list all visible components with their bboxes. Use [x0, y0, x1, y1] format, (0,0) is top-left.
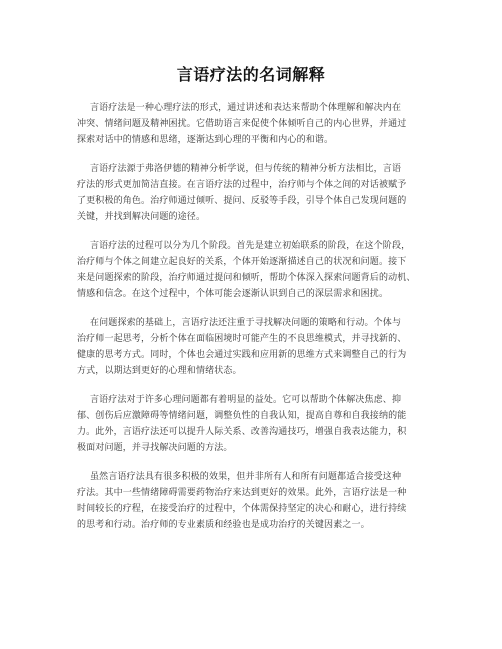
text-line: 治疗师与个体之间建立起良好的关系，个体开始逐渐描述自己的状况和问题。接下: [77, 257, 407, 267]
text-line: 极面对问题，并寻找解决问题的方法。: [77, 443, 233, 453]
paragraph-6: [77, 469, 431, 533]
text-line: 探索对话中的情感和思绪，逐渐达到心理的平衡和内心的和谐。: [77, 135, 334, 145]
text-line: 治疗师一起思考，分析个体在面临困境时可能产生的不良思维模式，并寻找新的、: [77, 334, 407, 344]
text-line: 冲突、情绪问题及精神困扰。它借助语言来促使个体倾听自己的内心世界，并通过: [77, 119, 407, 129]
text-line: 郁、创伤后应激障碍等情绪问题，调整负性的自我认知，提高自尊和自我接纳的能: [77, 411, 407, 421]
paragraph-4: [77, 315, 431, 379]
text-line: 情感和信念。在这个过程中，个体可能会逐渐认识到自己的深层需求和困扰。: [77, 289, 389, 299]
text-line: 方式，以期达到更好的心理和情绪状态。: [77, 366, 242, 376]
text-line: 关键，并找到解决问题的途径。: [77, 212, 206, 222]
text-line: 虽然言语疗法具有很多积极的效果，但并非所有人和所有问题都适合接受这种: [90, 472, 402, 482]
text-line: 力。此外，言语疗法还可以提升人际关系、改善沟通技巧，增强自我表达能力，积: [77, 427, 407, 437]
text-line: 言语疗法对于许多心理问题都有着明显的益处。它可以帮助个体解决焦虑、抑: [90, 395, 402, 405]
text-line: 时间较长的疗程，在接受治疗的过程中，个体需保持坚定的决心和耐心，进行持续: [77, 504, 407, 514]
text-line: 健康的思考方式。同时，个体也会通过实践和应用新的思维方式来调整自己的行为: [77, 350, 407, 360]
text-line: 疗法的形式更加简洁直接。在言语疗法的过程中，治疗师与个体之间的对话被赋予: [77, 180, 407, 190]
paragraph-2: [77, 161, 431, 225]
text-line: 疗法。其中一些情绪障碍需要药物治疗来达到更好的效果。此外，言语疗法是一种: [77, 488, 407, 498]
paragraph-5: [77, 392, 431, 456]
paragraph-3: [77, 238, 431, 302]
text-line: 言语疗法的过程可以分为几个阶段。首先是建立初始联系的阶段，在这个阶段，: [90, 241, 411, 251]
text-line: 言语疗法是一种心理疗法的形式，通过讲述和表达来帮助个体理解和解决内在: [90, 103, 402, 113]
text-line: 言语疗法源于弗洛伊德的精神分析学说，但与传统的精神分析方法相比，言语: [90, 164, 402, 174]
text-line: 来是问题探索的阶段，治疗师通过提问和倾听，帮助个体深入探索问题背后的动机、: [77, 273, 416, 283]
paragraph-1: [77, 100, 431, 148]
document-title: 言语疗法的名词解释: [176, 65, 326, 84]
text-line: 的思考和行动。治疗师的专业素质和经验也是成功治疗的关键因素之一。: [77, 520, 370, 530]
document-body: [77, 100, 431, 546]
text-line: 了更积极的角色。治疗师通过倾听、提问、反驳等手段，引导个体自己发现问题的: [77, 196, 407, 206]
text-line: 在问题探索的基础上，言语疗法还注重于寻找解决问题的策略和行动。个体与: [90, 318, 402, 328]
